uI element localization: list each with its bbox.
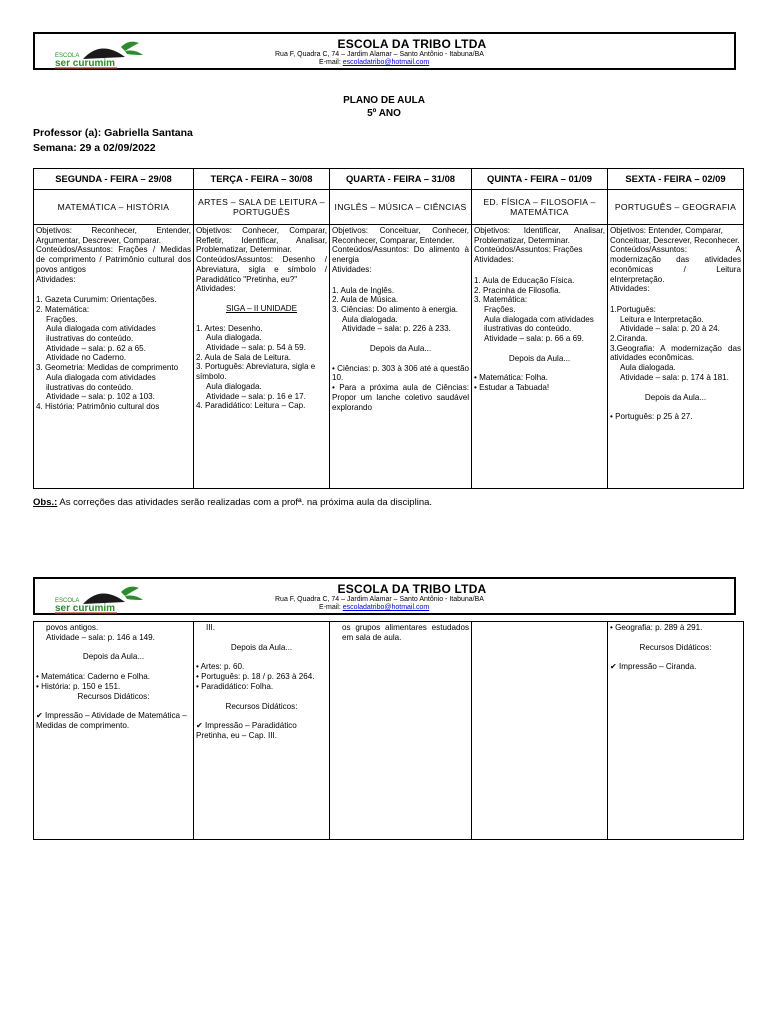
svg-text:ESCOLA: ESCOLA: [55, 53, 80, 59]
resources-label: Recursos Didáticos:: [77, 691, 150, 701]
contents-text: Conteúdos/Assuntos: A modernização das atividades econômicas / Leitura eInterpretação.: [610, 245, 741, 284]
activity-item: 4. História: Patrimônio cultural dos: [36, 401, 160, 411]
activity-item: 1.Português:: [610, 304, 656, 314]
homework-item: • Paradidático: Folha.: [196, 681, 274, 691]
activity-detail: Atividade – sala: p. 174 à 181.: [620, 372, 729, 382]
day-header-wednesday: QUARTA - FEIRA – 31/08: [330, 169, 472, 190]
content-row-continued: [34, 622, 744, 840]
grade-label: 5º ANO: [367, 108, 401, 119]
svg-text:ESCOLA: ESCOLA: [55, 598, 80, 604]
homework-item: • Matemática: Caderno e Folha.: [36, 672, 150, 682]
activity-detail: Atividade – sala: p. 146 a 149.: [46, 632, 155, 642]
subjects-wednesday: INGLÊS – MÚSICA – CIÊNCIAS: [330, 190, 472, 225]
content-tuesday-continued: [194, 622, 330, 840]
homework-text: Estudar a Tabuada!: [479, 383, 550, 393]
after-class-label: Depois da Aula...: [644, 392, 707, 402]
homework-text: Geografia: p. 289 à 291.: [615, 623, 703, 632]
resources-label: Recursos Didáticos:: [225, 701, 298, 711]
activity-item: 2. Pracinha de Filosofia.: [474, 285, 561, 295]
resource-text: Impressão – Paradidático Pretinha, eu – Cap. III.: [196, 721, 297, 740]
after-class-label: Depois da Aula...: [230, 642, 293, 652]
after-class-label: Depois da Aula...: [82, 652, 145, 662]
activity-detail: Atividade – sala: p. 226 à 233.: [342, 324, 451, 334]
content-thursday: [472, 225, 608, 489]
subjects-friday: PORTUGUÊS – GEOGRAFIA: [608, 190, 744, 225]
homework-item: • Português: p 25 à 27.: [610, 412, 693, 422]
objectives-text: Objetivos: Conceituar, Conhecer, Reconhecer, Comparar, Entender.: [332, 226, 469, 245]
content-monday: [34, 225, 194, 489]
activity-detail: Aula dialogada com atividades ilustrativas do conteúdo.: [46, 324, 156, 344]
day-header-row: [34, 169, 744, 190]
content-monday-continued: [34, 622, 194, 840]
homework-text: História: p. 150 e 151.: [41, 681, 121, 691]
activity-detail: Aula dialogada com atividades ilustrativas do conteúdo.: [46, 372, 156, 392]
contents-text: Conteúdos/Assuntos: Do alimento à energia: [332, 245, 469, 265]
school-header: [33, 32, 736, 70]
contents-text: Conteúdos/Assuntos: Frações: [474, 245, 583, 255]
activity-detail: Aula dialogada com atividades ilustrativas do conteúdo.: [484, 314, 594, 334]
activity-detail: Aula dialogada.: [206, 333, 262, 343]
activity-detail: Leitura e Interpretação.: [620, 314, 704, 324]
activity-item: 3. Português: Abreviatura, sigla e símbolo.: [196, 362, 316, 382]
content-wednesday-continued: [330, 622, 472, 840]
activities-label: Atividades:: [36, 274, 76, 284]
objectives-text: Objetivos: Conhecer, Comparar, Refletir, Identificar, Analisar, Problematizar, Determinar.: [196, 226, 327, 255]
content-wednesday: [330, 225, 472, 489]
observation-text: As correções das atividades serão realizadas com a profª. na próxima aula da disciplina.: [57, 497, 433, 508]
activity-detail: Aula dialogada.: [206, 381, 262, 391]
school-address: Rua F, Quadra C, 74 – Jardim Alamar – Santo Antônio - Itabuna/BA: [275, 596, 484, 603]
homework-text: Matemática: Caderno e Folha.: [41, 672, 150, 682]
homework-text: Artes: p. 60.: [200, 662, 245, 672]
homework-text: Português: p 25 à 27.: [615, 412, 693, 422]
email-label: E-mail:: [319, 59, 341, 66]
unit-label: SIGA – II UNIDADE: [225, 303, 298, 313]
school-email-line: [319, 604, 429, 611]
objectives-text: Objetivos: Identificar, Analisar, Problematizar, Determinar.: [474, 226, 605, 245]
activity-item: 1. Gazeta Curumim: Orientações.: [36, 295, 157, 305]
homework-text: Matemática: Folha.: [479, 373, 548, 383]
activity-item: 3. Matemática:: [474, 295, 528, 305]
resource-item: ✔ Impressão – Ciranda.: [610, 662, 697, 672]
resource-item: ✔ Impressão – Paradidático Pretinha, eu – Cap. III.: [196, 721, 297, 740]
activity-item: 1. Artes: Desenho.: [196, 323, 263, 333]
school-name: ESCOLA DA TRIBO LTDA: [337, 37, 487, 51]
homework-item: • História: p. 150 e 151.: [36, 681, 121, 691]
content-friday: [608, 225, 744, 489]
after-class-label: Depois da Aula...: [369, 344, 432, 354]
day-header-tuesday: TERÇA - FEIRA – 30/08: [194, 169, 330, 190]
activity-detail: Atividade – sala: p. 62 a 65.: [46, 343, 146, 353]
observation-label: Obs.:: [33, 497, 58, 508]
activity-item: 2. Aula de Sala de Leitura.: [196, 352, 291, 362]
resources-label: Recursos Didáticos:: [639, 642, 712, 652]
subjects-row: [34, 190, 744, 225]
homework-item: • Matemática: Folha.: [474, 373, 548, 383]
subjects-thursday: ED. FÍSICA – FILOSOFIA – MATEMÁTICA: [472, 190, 608, 225]
homework-item: • Ciências: p. 303 à 306 até a questão 10.: [332, 363, 469, 383]
activities-label: Atividades:: [474, 255, 514, 265]
email-label: E-mail:: [319, 604, 341, 611]
activity-detail: Atividade – sala: p. 54 à 59.: [206, 343, 306, 353]
activity-detail: Atividade – sala: p. 20 à 24.: [620, 324, 720, 334]
homework-item: • Português: p. 18 / p. 263 à 264.: [196, 672, 315, 682]
activity-item: 3.Geografia: A modernização das atividades econômicas.: [610, 343, 741, 363]
svg-text:ser curumim: ser curumim: [55, 603, 116, 614]
activities-label: Atividades:: [332, 264, 372, 274]
activity-item: 2.Ciranda.: [610, 334, 648, 344]
observation-note: [33, 497, 432, 508]
email-link[interactable]: escoladatribo@hotmail.com: [342, 59, 430, 66]
activity-detail: Aula dialogada.: [620, 363, 676, 373]
homework-text: Para a próxima aula de Ciências: Propor um lanche coletivo saudável explorando: [332, 383, 469, 412]
resource-item: ✔ Impressão – Atividade de Matemática – Medidas de comprimento.: [36, 711, 187, 730]
homework-item: • Estudar a Tabuada!: [474, 383, 550, 393]
activities-label: Atividades:: [610, 284, 650, 294]
activity-detail: Atividade – sala: p. 16 e 17.: [206, 391, 306, 401]
activity-detail: povos antigos.: [46, 623, 99, 632]
content-row: [34, 225, 744, 489]
activity-item: 1. Aula de Inglês.: [332, 285, 395, 295]
homework-item: • Para a próxima aula de Ciências: Propor um lanche coletivo saudável explorando: [332, 383, 469, 412]
resource-text: Impressão – Atividade de Matemática – Medidas de comprimento.: [36, 711, 187, 730]
day-header-friday: SEXTA - FEIRA – 02/09: [608, 169, 744, 190]
activity-detail: III.: [206, 623, 215, 632]
day-header-thursday: QUINTA - FEIRA – 01/09: [472, 169, 608, 190]
content-friday-continued: [608, 622, 744, 840]
activities-label: Atividades:: [196, 284, 236, 294]
lesson-plan-table-continued: [33, 621, 744, 840]
activity-detail: Atividade – sala: p. 66 a 69.: [484, 334, 584, 344]
contents-text: Conteúdos/Assuntos: Desenho / Abreviatura, sigla e símbolo / Paradidático "Pretinha, eu?": [196, 255, 327, 284]
school-name: ESCOLA DA TRIBO LTDA: [337, 582, 487, 596]
homework-item: • Artes: p. 60.: [196, 662, 245, 672]
objectives-text: Objetivos: Reconhecer, Entender, Argumentar, Descrever, Comparar.: [36, 226, 191, 245]
lesson-plan-table: [33, 168, 744, 489]
activity-detail: Aula dialogada.: [342, 314, 398, 324]
homework-text: Paradidático: Folha.: [201, 681, 274, 691]
activity-detail: Atividade – sala: p. 102 a 103.: [46, 392, 155, 402]
svg-text:ser curumim: ser curumim: [55, 58, 116, 69]
subjects-tuesday: ARTES – SALA DE LEITURA – PORTUGUÊS: [194, 190, 330, 225]
activity-item: 2. Matemática:: [36, 304, 90, 314]
activity-item: 3. Ciências: Do alimento à energia.: [332, 304, 458, 314]
school-address: Rua F, Quadra C, 74 – Jardim Alamar – Santo Antônio - Itabuna/BA: [275, 51, 484, 58]
subjects-monday: MATEMÁTICA – HISTÓRIA: [34, 190, 194, 225]
week-label: Semana: 29 a 02/09/2022: [33, 142, 156, 154]
homework-text: Ciências: p. 303 à 306 até a questão 10.: [332, 363, 469, 383]
content-tuesday: [194, 225, 330, 489]
homework-item: • Geografia: p. 289 à 291.: [610, 623, 703, 632]
objectives-text: Objetivos: Entender, Comparar, Conceituar, Descrever, Reconhecer.: [610, 226, 740, 245]
school-email-line: [319, 59, 429, 66]
homework-text: Português: p. 18 / p. 263 à 264.: [201, 672, 315, 682]
activity-item: 4. Paradidático: Leitura – Cap.: [196, 401, 306, 411]
after-class-label: Depois da Aula...: [508, 353, 571, 363]
activity-item: 1. Aula de Educação Física.: [474, 275, 575, 285]
email-link[interactable]: escoladatribo@hotmail.com: [342, 604, 430, 611]
content-thursday-continued: [472, 622, 608, 840]
day-header-monday: SEGUNDA - FEIRA – 29/08: [34, 169, 194, 190]
school-header-page-2: [33, 577, 736, 615]
activity-detail: os grupos alimentares estudados em sala de aula.: [342, 623, 469, 642]
activity-detail: Frações.: [484, 304, 516, 314]
teacher-name: Professor (a): Gabriella Santana: [33, 127, 193, 139]
activity-item: 3. Geometria: Medidas de comprimento: [36, 363, 179, 373]
contents-text: Conteúdos/Assuntos: Frações / Medidas de comprimento / Patrimônio cultural dos povos antigos: [36, 245, 191, 274]
activity-detail: Atividade no Caderno.: [46, 353, 127, 363]
activity-item: 2. Aula de Música.: [332, 295, 399, 305]
resource-text: Impressão – Ciranda.: [619, 662, 697, 672]
activity-detail: Frações.: [46, 314, 78, 324]
page-title: PLANO DE AULA: [343, 95, 425, 106]
